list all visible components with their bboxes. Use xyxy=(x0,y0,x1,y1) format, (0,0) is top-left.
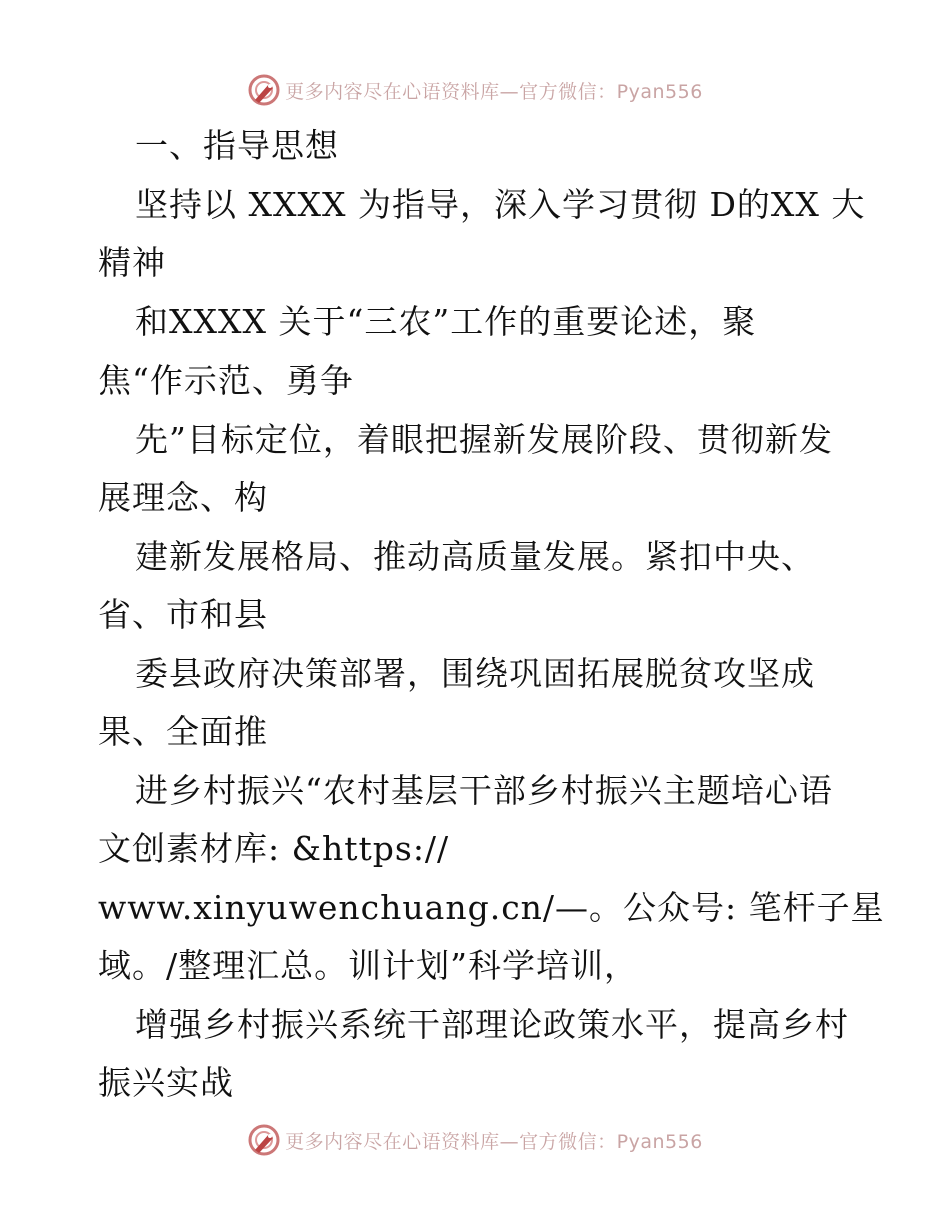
watermark-text: 更多内容尽在心语资料库—官方微信：Pyan556 xyxy=(285,80,703,103)
watermark-footer xyxy=(0,1120,950,1160)
pen-nib-logo-icon xyxy=(247,1123,281,1157)
paragraph-line: 振兴实战 xyxy=(98,1063,234,1102)
paragraph-line: 进乡村振兴“农村基层干部乡村振兴主题培心语 xyxy=(135,771,833,810)
paragraph-line: 域。/整理汇总。训计划”科学培训， xyxy=(98,946,638,985)
paragraph-line: 建新发展格局、推动高质量发展。紧扣中央、 xyxy=(135,537,815,576)
paragraph-line: 先”目标定位，着眼把握新发展阶段、贯彻新发 xyxy=(135,420,833,459)
paragraph-line: 坚持以 XXXX 为指导，深入学习贯彻 D的XX 大 xyxy=(135,185,866,224)
paragraph-line: 精神 xyxy=(98,243,166,282)
paragraph-line: www.xinyuwenchuang.cn/—。公众号: 笔杆子星 xyxy=(98,888,885,927)
paragraph-line: 展理念、构 xyxy=(98,478,268,517)
paragraph-line: 增强乡村振兴系统干部理论政策水平，提高乡村 xyxy=(135,1005,849,1044)
paragraph-line: 和XXXX 关于“三农”工作的重要论述，聚 xyxy=(135,302,757,341)
paragraph-line: 委县政府决策部署，围绕巩固拓展脱贫攻坚成 xyxy=(135,654,815,693)
paragraph-line: 焦“作示范、勇争 xyxy=(98,361,354,400)
paragraph-line: 果、全面推 xyxy=(98,712,268,751)
section-heading: 一、指导思想 xyxy=(135,126,339,165)
watermark-text: 更多内容尽在心语资料库—官方微信：Pyan556 xyxy=(285,1130,703,1153)
paragraph-line: 文创素材库: &https:// xyxy=(98,829,450,868)
watermark-header xyxy=(0,70,950,110)
paragraph-line: 省、市和县 xyxy=(98,595,268,634)
pen-nib-logo-icon xyxy=(247,73,281,107)
